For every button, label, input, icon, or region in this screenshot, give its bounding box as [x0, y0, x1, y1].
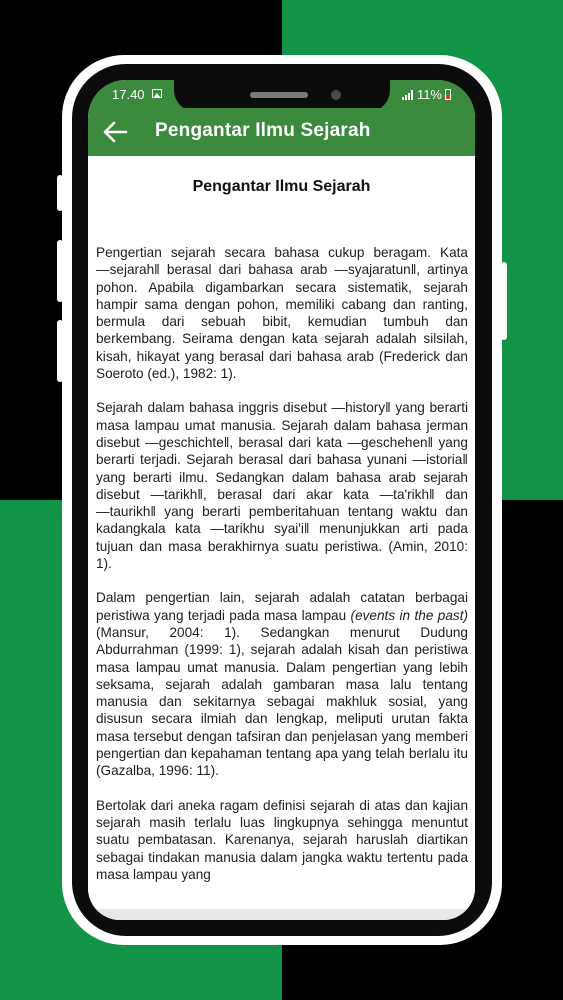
article-paragraph — [96, 589, 468, 779]
front-camera — [331, 90, 341, 100]
battery-percent: 11% — [416, 87, 442, 102]
status-right-group — [402, 87, 451, 102]
speaker-grille — [250, 92, 308, 98]
battery-icon — [445, 89, 451, 100]
paragraph-italic-text: (events in the past) — [350, 607, 468, 623]
arrow-left-icon[interactable] — [102, 120, 128, 144]
paragraph-text: Dalam pengertian lain, sejarah adalah catatan berbagai peristiwa yang terjadi pada masa lampau — [96, 590, 468, 623]
bottom-nav-area — [88, 909, 475, 920]
article-paragraph: Sejarah dalam bahasa inggris disebut ―history‖ yang berarti masa lampau umat manusia. Sejarah dalam bahasa jerman disebut ―geschichte‖, berasal dari kata ―geschehen‖ yang berarti terjadi. Sejarah berasal dari bahasa yunani ―istoria‖ yang berarti ilmu. Sedangkan dalam bahasa arab sejarah disebut ―tarikh‖, berasal dari akar kata ―ta'rikh‖ dan ―taurikh‖ yang berarti pemberitahuan tentang waktu dan kadangkala kata ―tarikhu syai'i‖ menunjukkan arti pada tujuan dan masa berakhirnya suatu peristiwa. (Amin, 2010: 1). — [96, 400, 468, 572]
app-bar-title: Pengantar Ilmu Sejarah — [155, 120, 371, 141]
image-icon — [152, 89, 162, 98]
status-time: 17.40 — [112, 87, 145, 102]
app-bar — [88, 108, 475, 156]
article-paragraph: Pengertian sejarah secara bahasa cukup beragam. Kata ―sejarah‖ berasal dari bahasa arab ―syajaratun‖, artinya pohon. Apabila digambarkan secara sistematik, sejarah hampir sama dengan pohon, memiliki cabang dan ranting, bermula dari sebuah bibit, kemudian tumbuh dan berkembang. Seirama dengan kata sejarah adalah silsilah, kisah, hikayat yang berasal dari bahasa arab (Frederick dan Soeroto (ed.), 1982: 1). — [96, 245, 468, 382]
article-title: Pengantar Ilmu Sejarah — [192, 178, 371, 195]
signal-icon — [402, 90, 414, 100]
article-paragraph: Bertolak dari aneka ragam definisi sejarah di atas dan kajian sejarah masih terlalu luas lingkupnya sehingga menuntut suatu pembatasan. Karenanya, sejarah haruslah diartikan sebagai tindakan manusia dalam jangka waktu tertentu pada masa lampau yang — [96, 797, 468, 882]
phone-screen — [88, 80, 475, 920]
article-body — [96, 244, 468, 900]
paragraph-text: (Mansur, 2004: 1). Sedangkan menurut Dudung Abdurrahman (1999: 1), sejarah adalah kisah dan peristiwa masa lampau umat manusia. Dalam pengertian yang lebih seksama, sejarah adalah gambaran masa lalu tentang manusia dan sekitarnya sebagai makhluk sosial, yang disusun secara ilmiah dan lengkap, meliputi urutan fakta masa tersebut dengan tafsiran dan penjelasan yang memberi pengertian dan kepahaman tentang apa yang telah berlalu itu (Gazalba, 1996: 11). — [96, 624, 468, 779]
article-content[interactable] — [88, 156, 475, 909]
